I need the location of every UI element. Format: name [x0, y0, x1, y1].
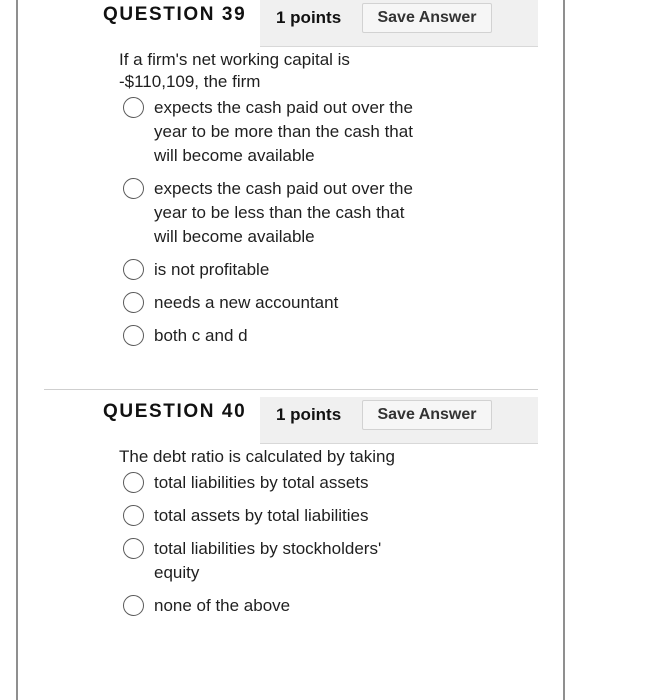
question-toolbar [260, 0, 538, 47]
answer-option-label: expects the cash paid out over the year to be more than the cash that will become available [154, 98, 413, 165]
answer-option-b[interactable] [123, 177, 419, 249]
answer-option-a[interactable] [123, 96, 419, 168]
answer-option-label: none of the above [154, 596, 291, 615]
answer-option-d[interactable] [123, 291, 419, 315]
radio-button[interactable] [123, 472, 144, 493]
answer-option-a[interactable] [123, 471, 419, 495]
answer-option-label: is not profitable [154, 260, 270, 279]
answer-option-c[interactable] [123, 537, 419, 585]
radio-button[interactable] [123, 178, 144, 199]
question-40 [44, 397, 538, 697]
answer-option-d[interactable] [123, 594, 419, 618]
radio-button[interactable] [123, 97, 144, 118]
answer-option-e[interactable] [123, 324, 419, 348]
question-body [119, 446, 419, 627]
question-toolbar [260, 397, 538, 444]
panel-left-border [16, 0, 18, 700]
answer-option-c[interactable] [123, 258, 419, 282]
panel-right-border [563, 0, 565, 700]
radio-button[interactable] [123, 325, 144, 346]
question-text: The debt ratio is calculated by taking [119, 447, 395, 466]
answer-option-label: total liabilities by total assets [154, 473, 369, 492]
question-points: 1 points [276, 405, 342, 424]
radio-button[interactable] [123, 595, 144, 616]
question-39 [44, 0, 538, 388]
answer-option-label: total assets by total liabilities [154, 506, 369, 525]
question-title: QUESTION 39 [103, 4, 247, 25]
question-title: QUESTION 40 [103, 401, 247, 422]
save-answer-button[interactable]: Save Answer [362, 400, 492, 430]
radio-button[interactable] [123, 259, 144, 280]
answer-option-label: total liabilities by stockholders' equity [154, 539, 382, 582]
answer-option-label: both c and d [154, 326, 248, 345]
question-body [119, 49, 419, 357]
save-answer-button[interactable]: Save Answer [362, 3, 492, 33]
question-points: 1 points [276, 8, 342, 27]
radio-button[interactable] [123, 505, 144, 526]
answer-option-b[interactable] [123, 504, 419, 528]
answer-option-label: needs a new accountant [154, 293, 339, 312]
radio-button[interactable] [123, 538, 144, 559]
question-text: If a firm's net working capital is -$110,109, the firm [119, 50, 350, 91]
answer-option-label: expects the cash paid out over the year to be less than the cash that will become available [154, 179, 413, 246]
question-header [44, 0, 538, 47]
question-header [44, 397, 538, 444]
question-divider [44, 389, 538, 390]
radio-button[interactable] [123, 292, 144, 313]
